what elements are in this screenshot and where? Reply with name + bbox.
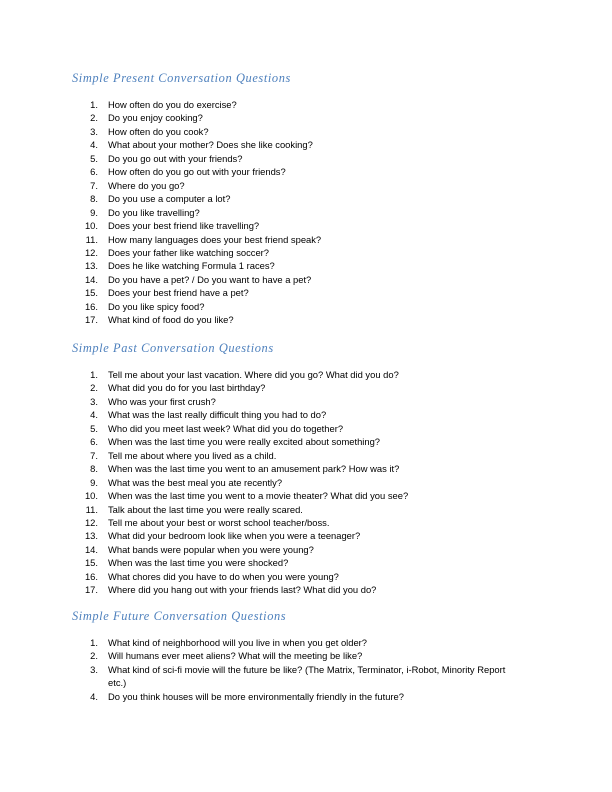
item-number: 16. [84,300,98,312]
list-item [72,690,542,703]
question-text: What kind of sci-fi movie will the future be like? (The Matrix, Terminator, i-Robot, Minority Report etc.) [108,663,506,689]
section-simple-past [72,341,542,597]
question-text: When was the last time you were shocked? [108,557,289,569]
question-text: How many languages does your best friend speak? [108,233,322,245]
question-text: What chores did you have to do when you were young? [108,570,339,582]
item-number: 4. [90,690,98,702]
question-text: How often do you go out with your friends? [108,166,286,178]
section-heading: Simple Past Conversation Questions [72,341,274,355]
question-text: Will humans ever meet aliens? What will the meeting be like? [108,650,363,662]
item-number: 2. [90,650,98,662]
section-heading: Simple Future Conversation Questions [72,609,287,623]
question-text: Talk about the last time you were really scared. [108,503,303,515]
question-text: What was the last really difficult thing you had to do? [108,409,327,421]
item-number: 10. [84,220,98,232]
question-text: What was the best meal you ate recently? [108,476,283,488]
question-text: Do you enjoy cooking? [108,112,203,124]
item-number: 6. [90,166,98,178]
list-item [72,368,542,381]
question-text: Do you like travelling? [108,206,200,218]
list-item [72,476,542,489]
question-text: Do you go out with your friends? [108,152,243,164]
item-number: 2. [90,112,98,124]
question-text: When was the last time you went to an amusement park? How was it? [108,463,400,475]
list-item [72,192,542,205]
list-item [72,98,542,111]
section-simple-future [72,609,542,703]
section-simple-present [72,71,542,327]
item-number: 11. [85,233,98,245]
question-text: Who did you meet last week? What did you do together? [108,422,344,434]
list-item [72,165,542,178]
list-item [72,313,542,326]
question-text: Do you like spicy food? [108,300,205,312]
question-text: What kind of neighborhood will you live in when you get older? [108,637,368,648]
item-number: 17. [84,584,98,596]
item-number: 15. [84,557,98,569]
list-item [72,636,542,649]
item-number: 5. [90,422,98,434]
item-number: 2. [90,382,98,394]
item-number: 10. [84,490,98,502]
list-item [72,422,542,435]
list-item [72,125,542,138]
list-item [72,233,542,246]
question-text: When was the last time you were really excited about something? [108,436,381,448]
list-item [72,556,542,569]
question-text: Where did you hang out with your friends last? What did you do? [108,584,377,596]
list-item [72,435,542,448]
question-text: Do you have a pet? / Do you want to have a pet? [108,273,312,285]
item-number: 8. [90,193,98,205]
question-text: Tell me about where you lived as a child. [108,449,277,461]
question-text: Who was your first crush? [108,395,216,407]
question-text: Does your best friend have a pet? [108,287,249,299]
list-item [72,408,542,421]
question-text: Where do you go? [108,179,185,191]
list-item [72,663,518,690]
item-number: 3. [90,663,98,675]
list-item [72,570,542,583]
question-text: Tell me about your last vacation. Where did you go? What did you do? [108,369,399,380]
question-list [72,636,542,703]
list-item [72,543,542,556]
list-item [72,111,542,124]
list-item [72,138,542,151]
item-number: 1. [90,99,98,110]
item-number: 4. [90,409,98,421]
item-number: 9. [90,476,98,488]
question-text: What kind of food do you like? [108,314,234,326]
item-number: 1. [90,637,98,648]
list-item [72,246,542,259]
list-item [72,649,542,662]
item-number: 13. [84,260,98,272]
list-item [72,206,542,219]
question-text: Does your best friend like travelling? [108,220,260,232]
item-number: 3. [90,395,98,407]
question-text: What did your bedroom look like when you were a teenager? [108,530,361,542]
item-number: 12. [84,246,98,258]
list-item [72,259,542,272]
question-list [72,98,542,327]
item-number: 4. [90,139,98,151]
item-number: 16. [84,570,98,582]
list-item [72,286,542,299]
question-text: Does he like watching Formula 1 races? [108,260,275,272]
list-item [72,273,542,286]
item-number: 3. [90,125,98,137]
question-text: Tell me about your best or worst school teacher/boss. [108,516,330,528]
question-text: Does your father like watching soccer? [108,246,270,258]
question-text: What bands were popular when you were young? [108,543,314,555]
list-item [72,529,542,542]
list-item [72,449,542,462]
item-number: 17. [84,314,98,326]
question-text: How often do you cook? [108,125,209,137]
list-item [72,152,542,165]
question-text: How often do you do exercise? [108,99,237,110]
item-number: 5. [90,152,98,164]
item-number: 6. [90,436,98,448]
item-number: 1. [90,369,98,380]
item-number: 9. [90,206,98,218]
question-text: When was the last time you went to a movie theater? What did you see? [108,490,409,502]
list-item [72,489,542,502]
list-item [72,395,542,408]
item-number: 13. [84,530,98,542]
list-item [72,583,542,596]
list-item [72,300,542,313]
item-number: 7. [90,179,98,191]
section-heading: Simple Present Conversation Questions [72,71,291,85]
list-item [72,179,542,192]
list-item [72,462,542,475]
item-number: 14. [84,273,98,285]
question-text: What about your mother? Does she like cooking? [108,139,313,151]
list-item [72,503,542,516]
list-item [72,381,542,394]
item-number: 14. [84,543,98,555]
question-text: Do you use a computer a lot? [108,193,231,205]
list-item [72,516,542,529]
list-item [72,219,542,232]
question-text: Do you think houses will be more environmentally friendly in the future? [108,690,404,702]
question-list [72,368,542,597]
item-number: 7. [90,449,98,461]
question-text: What did you do for you last birthday? [108,382,266,394]
item-number: 12. [84,516,98,528]
item-number: 8. [90,463,98,475]
item-number: 11. [85,503,98,515]
item-number: 15. [84,287,98,299]
